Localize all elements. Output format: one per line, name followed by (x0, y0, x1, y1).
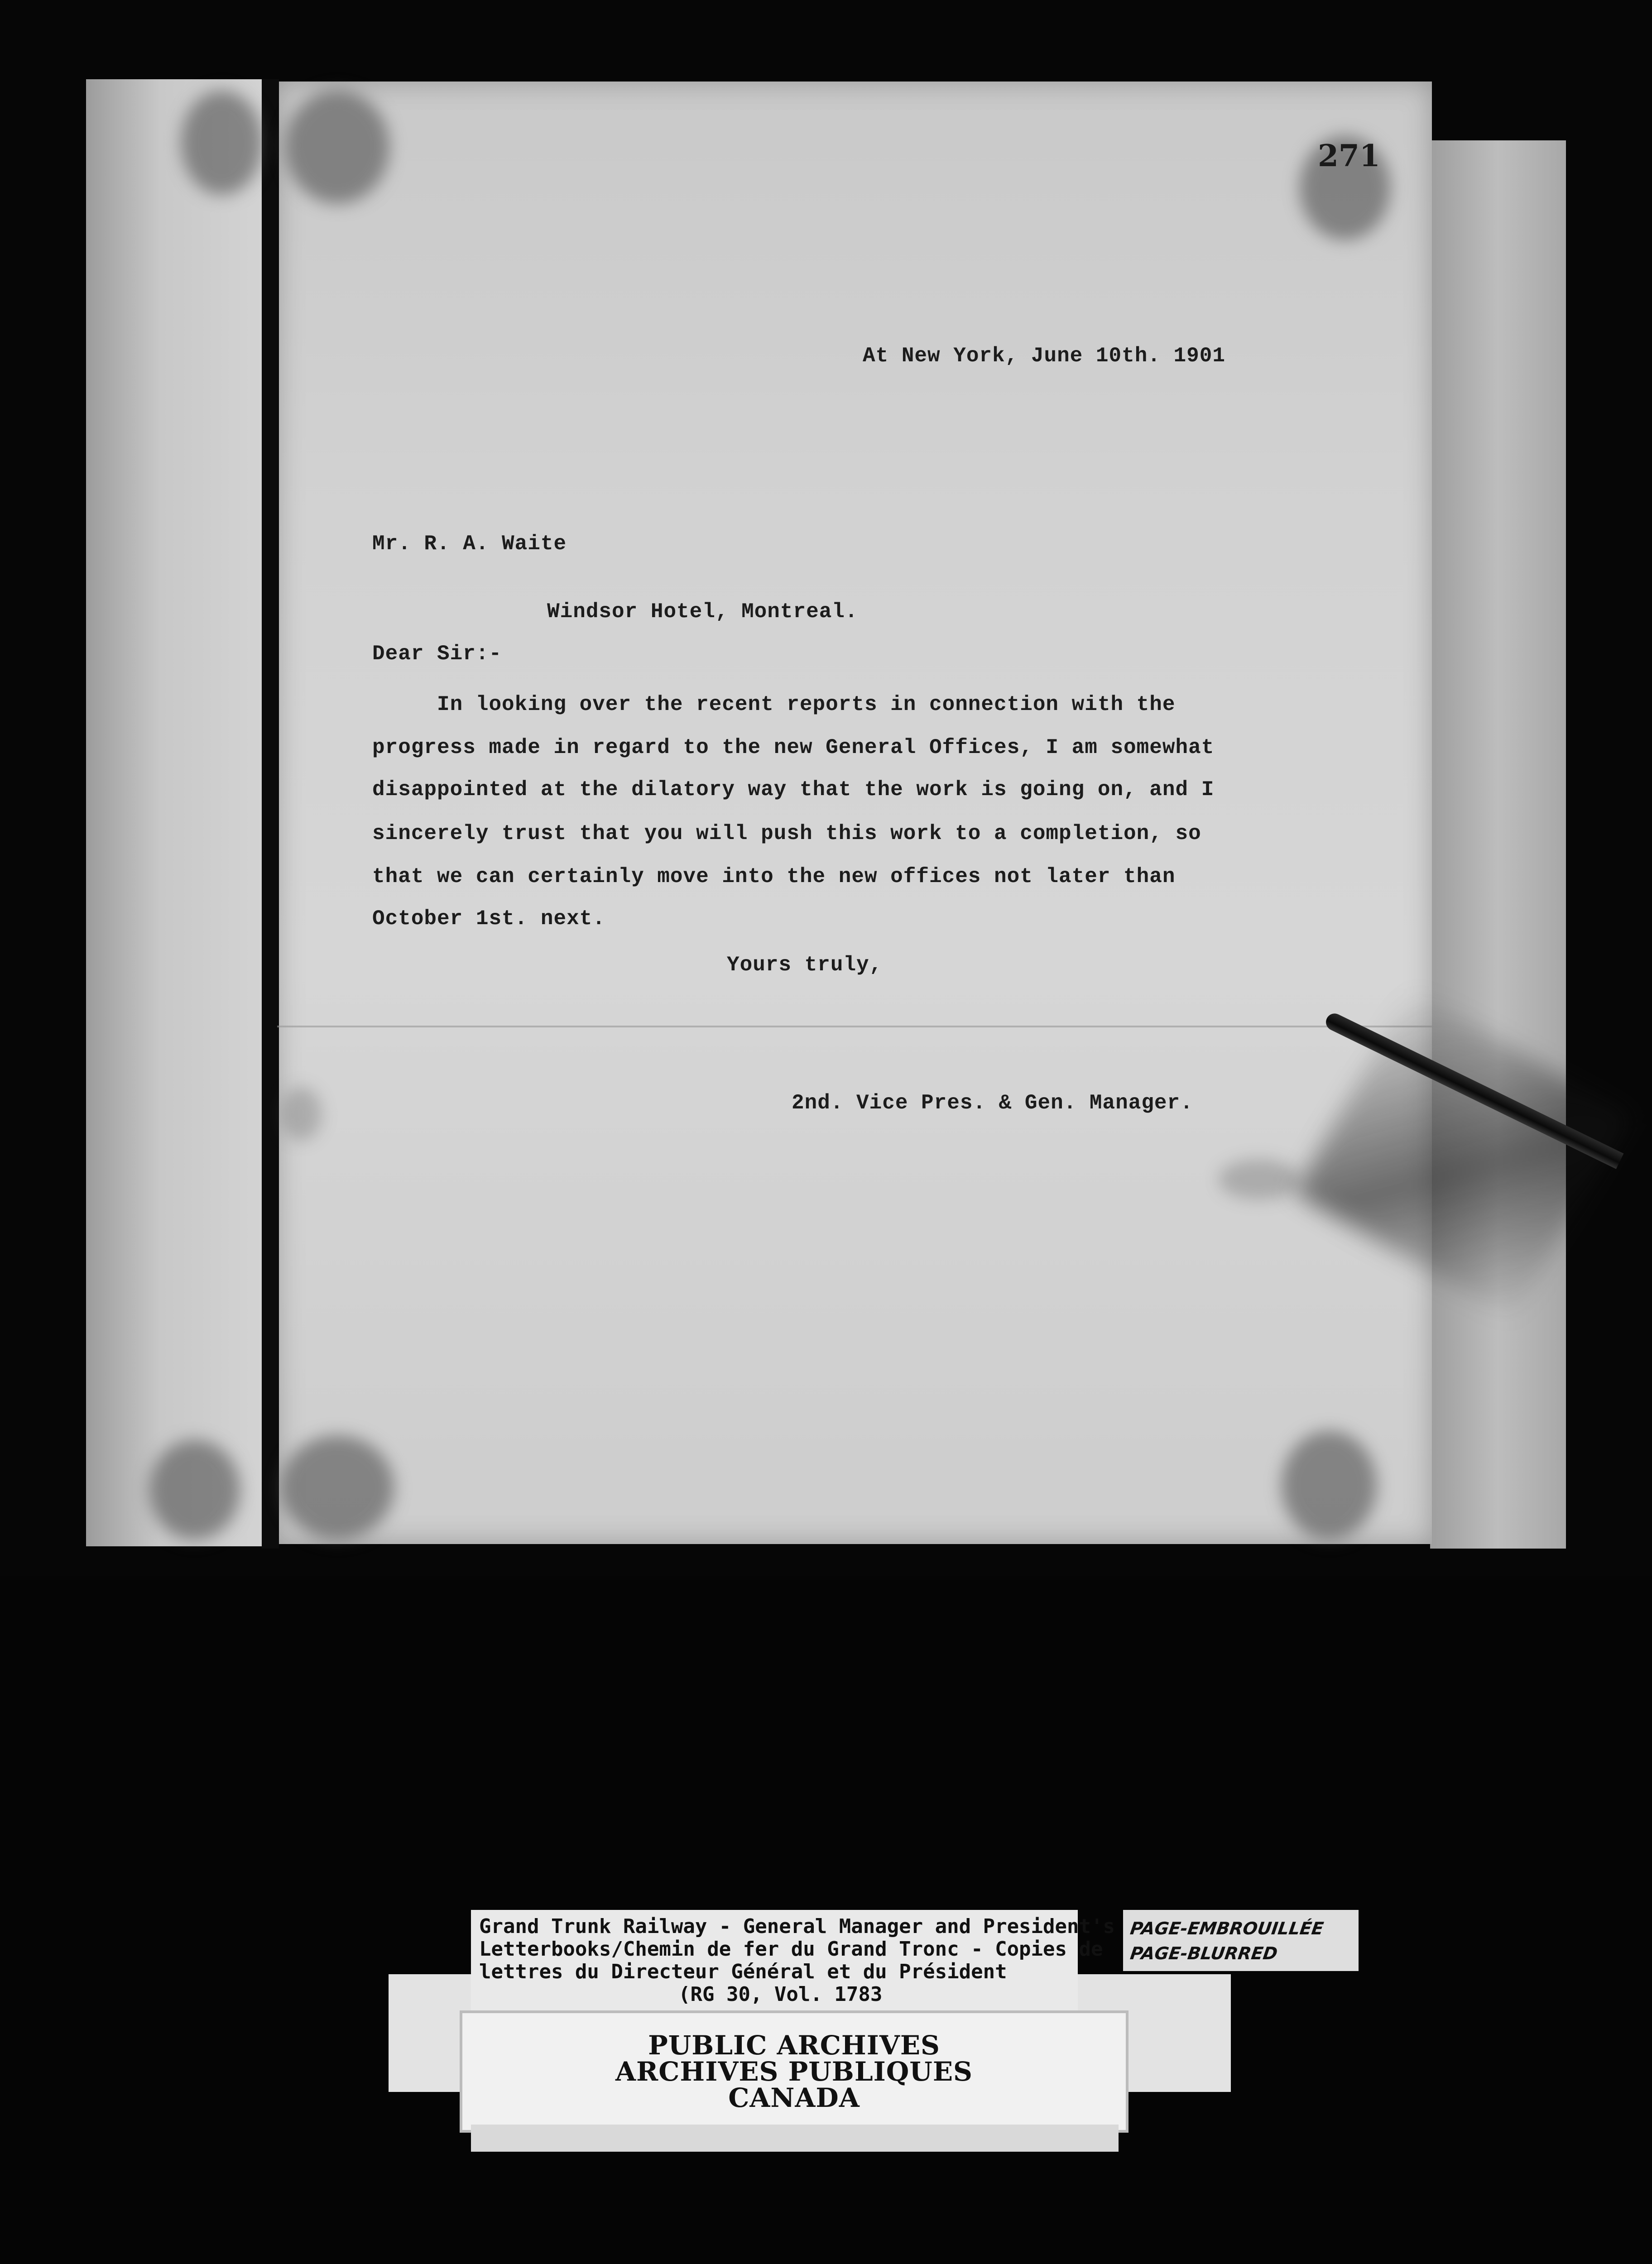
archive-stamp-line: ARCHIVES PUBLIQUES (615, 2056, 973, 2087)
left-folded-sheet (86, 79, 272, 1546)
right-page-edge (1430, 140, 1566, 1549)
letter-body-line: In looking over the recent reports in connection with the (372, 693, 1176, 716)
label-bottom-strip (471, 2125, 1119, 2152)
stain-mark (1282, 1431, 1377, 1540)
archive-stamp-line: CANADA (728, 2082, 860, 2113)
handwritten-note (1123, 1910, 1359, 1971)
letter-page (277, 82, 1432, 1544)
recipient-address: Windsor Hotel, Montreal. (547, 600, 858, 624)
caption-line: Grand Trunk Railway - General Manager and President's (479, 1915, 1115, 1938)
archive-stamp (460, 2010, 1129, 2133)
page-fold (277, 1026, 1432, 1027)
stain-mark (149, 1440, 240, 1540)
letter-closing: Yours truly, (727, 953, 883, 977)
stain-mark (181, 91, 263, 195)
letter-body-line: October 1st. next. (372, 907, 605, 931)
salutation: Dear Sir:- (372, 642, 502, 666)
handwritten-note-line: PAGE-EMBROUILLÉE (1129, 1919, 1325, 1938)
letter-body-line: progress made in regard to the new General Offices, I am somewhat (372, 736, 1215, 759)
archive-stamp-line: PUBLIC ARCHIVES (648, 2030, 940, 2061)
stain-mark (285, 91, 389, 204)
stain-mark (281, 1435, 394, 1540)
date-line: At New York, June 10th. 1901 (863, 344, 1225, 368)
letter-body-line: sincerely trust that you will push this work to a completion, so (372, 822, 1201, 845)
stain-mark (1218, 1159, 1300, 1200)
caption-line: Letterbooks/Chemin de fer du Grand Tronc - Copies de (479, 1938, 1103, 1961)
signature-title: 2nd. Vice Pres. & Gen. Manager. (792, 1091, 1193, 1115)
page-number: 271 (1318, 138, 1380, 173)
recipient-name: Mr. R. A. Waite (372, 532, 567, 556)
handwritten-note-line: PAGE-BLURRED (1129, 1943, 1279, 1963)
binding-gutter (262, 79, 279, 1549)
caption-reference: (RG 30, Vol. 1783 (678, 1983, 883, 2006)
caption-line: lettres du Directeur Général et du Président (479, 1960, 1007, 1983)
collection-caption-card (471, 1910, 1115, 2021)
letter-body-line: that we can certainly move into the new offices not later than (372, 865, 1176, 888)
stain-mark (281, 1087, 322, 1141)
letter-body-line: disappointed at the dilatory way that the work is going on, and I (372, 778, 1215, 801)
